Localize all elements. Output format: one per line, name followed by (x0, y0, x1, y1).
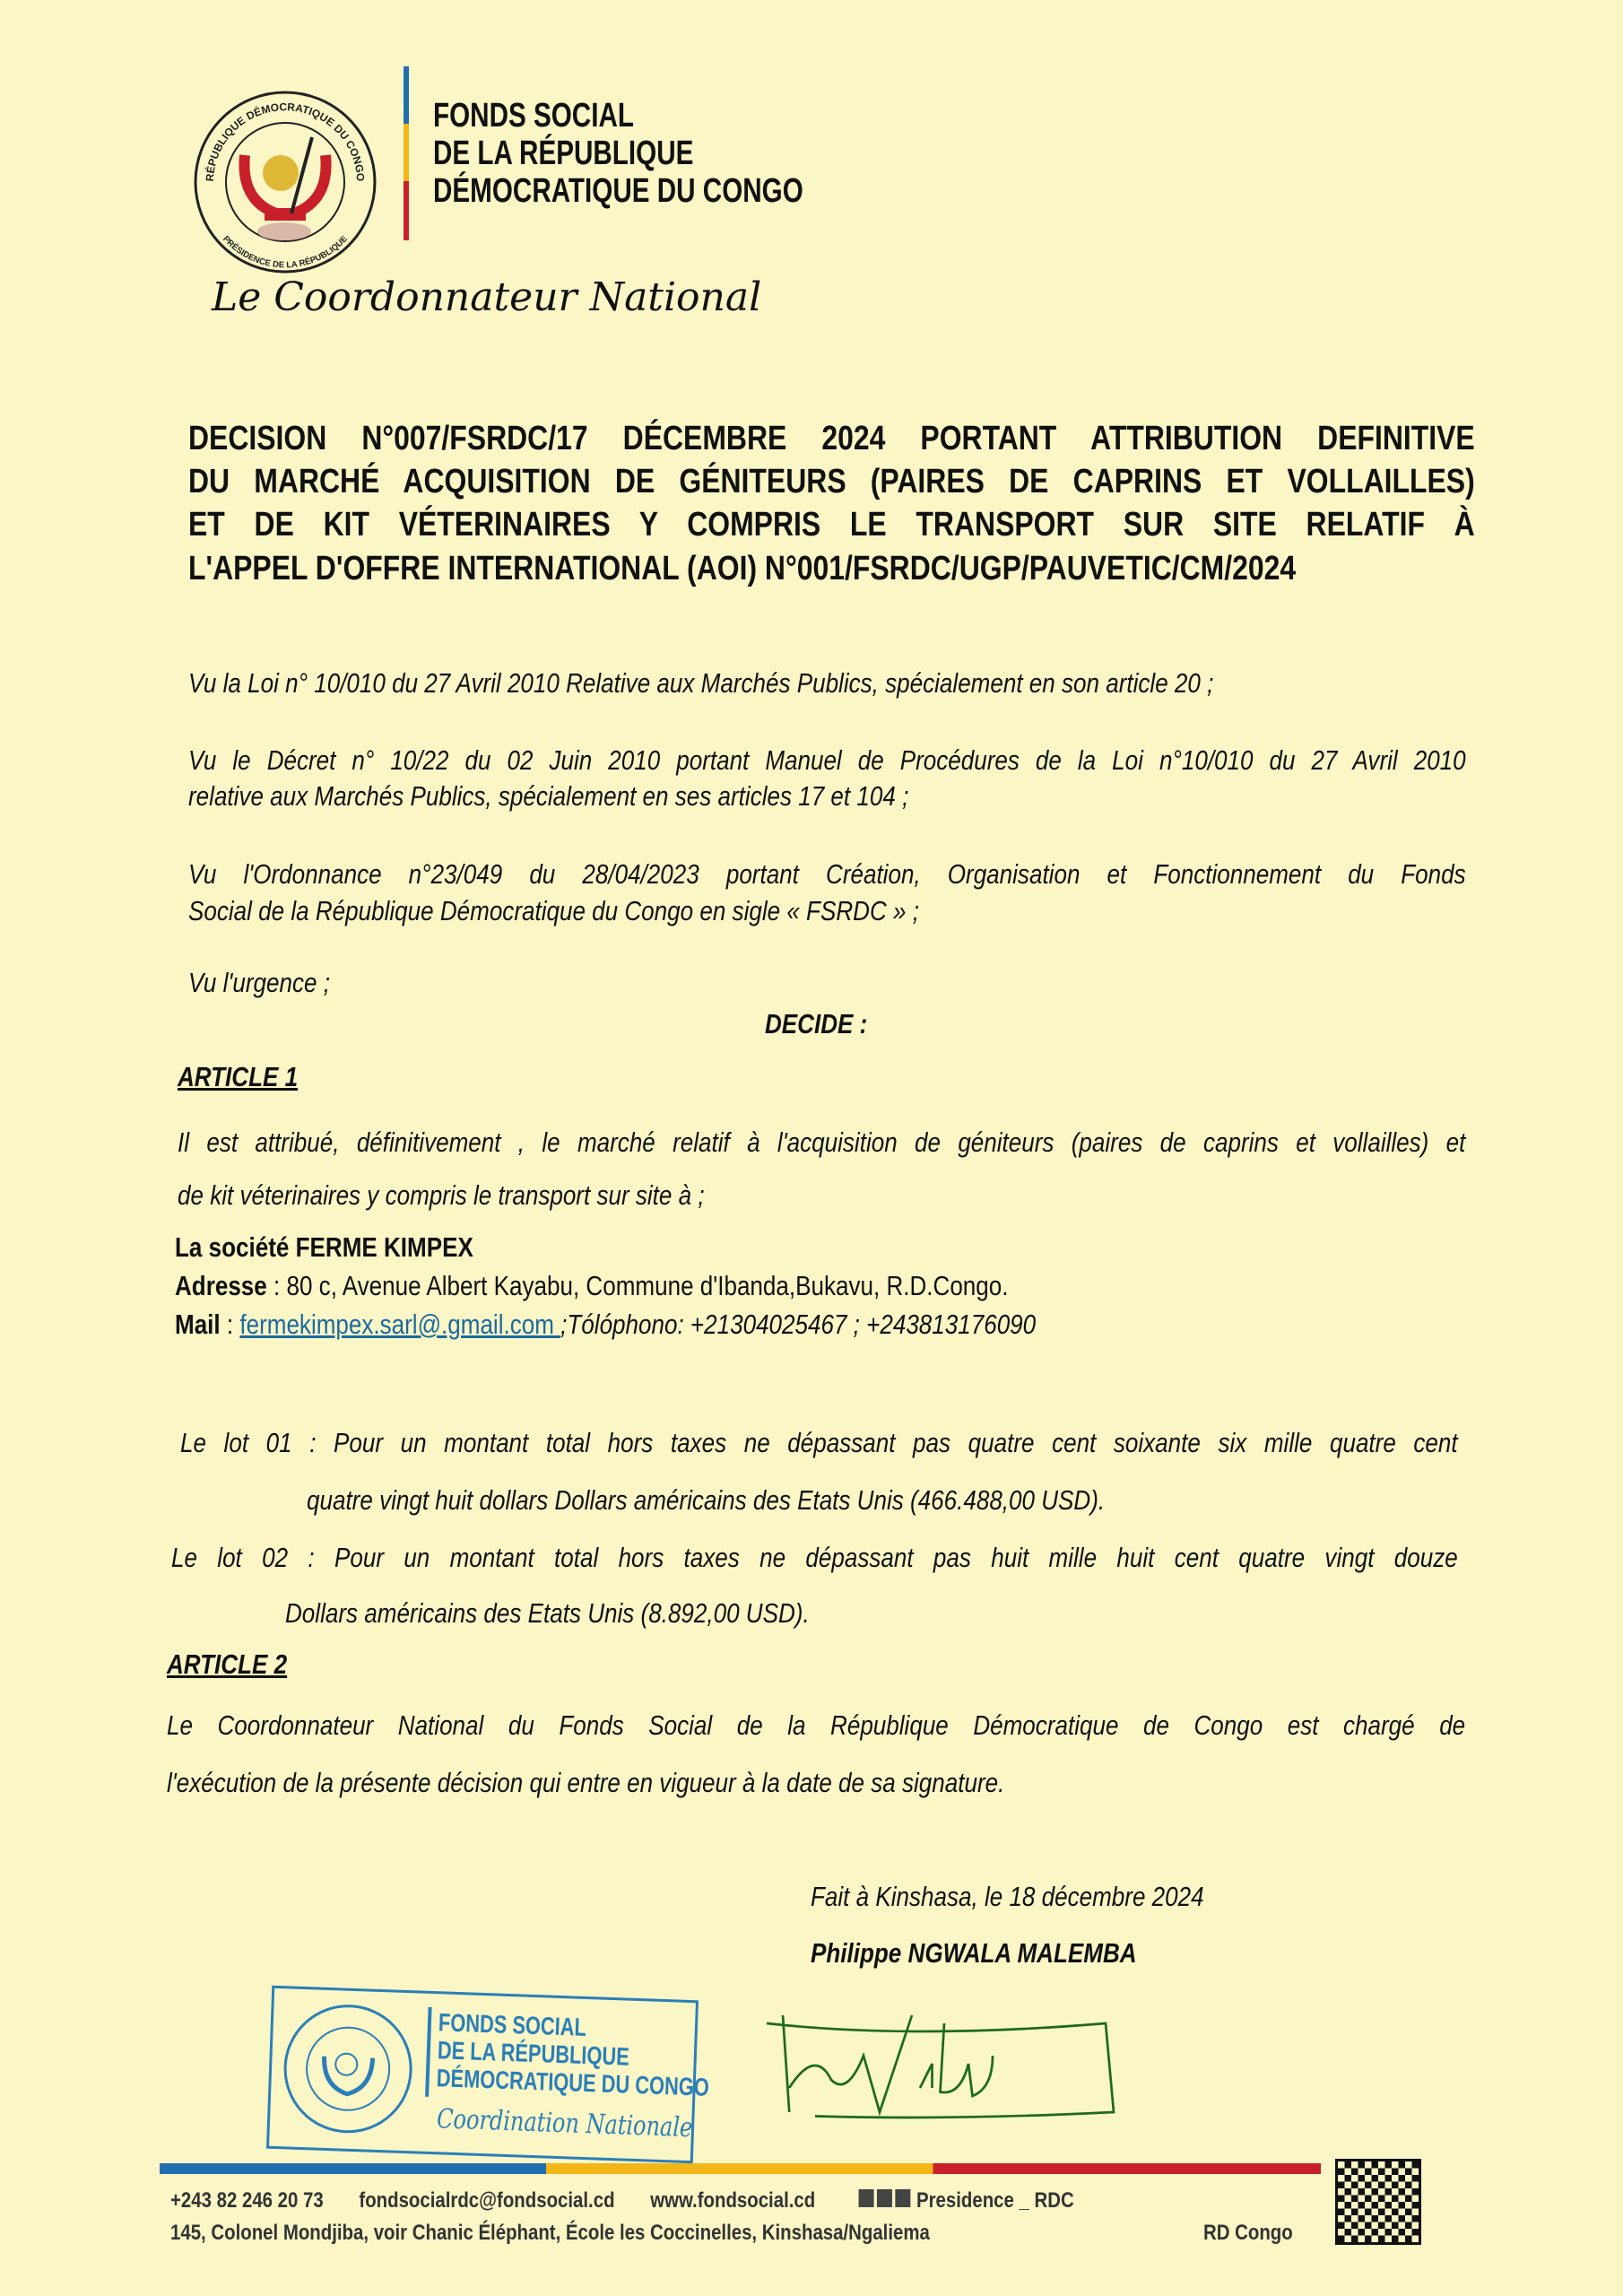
article-1-text: Il est attribué, définitivement , le marché relatif à l'acquisition de géniteurs (paires de caprins et vollailles) et (178, 1126, 1466, 1158)
handwritten-signature (744, 1991, 1193, 2152)
considerant: Social de la République Démocratique du Congo en sigle « FSRDC » ; (188, 895, 919, 926)
footer-phone: +243 82 246 20 73 (170, 2188, 324, 2213)
article-1-text: de kit véterinaires y compris le transport sur site à ; (178, 1179, 705, 1211)
place-date: Fait à Kinshasa, le 18 décembre 2024 (811, 1881, 1204, 1912)
company-line (175, 1231, 473, 1264)
company-address (175, 1270, 1008, 1302)
seal-text-bottom: PRÉSIDENCE DE LA RÉPUBLIQUE (221, 234, 350, 271)
company-contact (175, 1309, 1036, 1341)
company-prefix: La société (175, 1231, 296, 1263)
considerant: Vu la Loi n° 10/010 du 27 Avril 2010 Relative aux Marchés Publics, spécialement en son article 20 ; (188, 667, 1214, 699)
mail-separator: : (220, 1309, 240, 1340)
org-line: DÉMOCRATIQUE DU CONGO (433, 172, 803, 210)
presidency-seal-logo (191, 88, 379, 276)
considerant: relative aux Marchés Publics, spécialement en ses articles 17 et 104 ; (188, 780, 909, 812)
mail-label: Mail (175, 1309, 221, 1340)
address-label: Adresse (175, 1270, 267, 1301)
considerant: Vu l'Ordonnance n°23/049 du 28/04/2023 portant Création, Organisation et Fonctionnement du Fonds (188, 858, 1466, 890)
footer-social-handle: Presidence _ RDC (916, 2188, 1074, 2213)
lot-2-text: Le lot 02 : Pour un montant total hors taxes ne dépassant pas huit mille huit cent quatre vingt douze (171, 1542, 1458, 1573)
org-line: DE LA RÉPUBLIQUE (433, 135, 694, 172)
considerant: Vu l'urgence ; (188, 967, 330, 998)
article-1-heading: ARTICLE 1 (178, 1061, 299, 1092)
decision-title-line: DECISION N°007/FSRDC/17 DÉCEMBRE 2024 PORTANT ATTRIBUTION DEFINITIVE (188, 420, 1475, 457)
flag-divider (404, 66, 409, 240)
decide-heading: DECIDE : (765, 1008, 868, 1039)
signatory-name: Philippe NGWALA MALEMBA (811, 1937, 1137, 1969)
org-line: FONDS SOCIAL (433, 97, 634, 135)
linkedin-icon (895, 2189, 910, 2207)
stamp-line: DE LA RÉPUBLIQUE (437, 2036, 630, 2071)
seal-text-top: RÉPUBLIQUE DÉMOCRATIQUE DU CONGO (203, 100, 368, 182)
stamp-text (436, 2008, 711, 2101)
company-phone: ;Tólóphono: +21304025467 ; +243813176090 (560, 1309, 1037, 1340)
stamp-line: DÉMOCRATIQUE DU CONGO (436, 2064, 710, 2101)
decision-title-line: L'APPEL D'OFFRE INTERNATIONAL (AOI) N°001/FSRDC/UGP/PAUVETIC/CM/2024 (188, 550, 1297, 587)
stamp-seal (279, 1999, 418, 2138)
qr-code (1338, 2161, 1419, 2242)
footer-address: 145, Colonel Mondjiba, voir Chanic Éléphant, École les Coccinelles, Kinshasa/Ngaliema (170, 2221, 930, 2245)
decision-title-line: DU MARCHÉ ACQUISITION DE GÉNITEURS (PAIRES DE CAPRINS ET VOLLAILLES) (188, 463, 1475, 500)
office-title: Le Coordonnateur National (212, 274, 762, 320)
twitter-icon (877, 2189, 892, 2207)
social-icons (858, 2188, 916, 2213)
lot-2-text: Dollars américains des Etats Unis (8.892,00 USD). (285, 1597, 810, 1629)
considerant: Vu le Décret n° 10/22 du 02 Juin 2010 portant Manuel de Procédures de la Loi n°10/010 du 27 Avril 2010 (188, 744, 1466, 776)
article-2-text: Le Coordonnateur National du Fonds Social de la République Démocratique de Congo est chargé de (167, 1709, 1466, 1741)
lot-1-text: quatre vingt huit dollars Dollars américains des Etats Unis (466.488,00 USD). (307, 1484, 1106, 1516)
facebook-icon (858, 2189, 873, 2207)
organization-name (433, 97, 803, 210)
company-email-link[interactable]: fermekimpex.sarl@.gmail.com (239, 1309, 561, 1340)
stamp-line: FONDS SOCIAL (438, 2008, 587, 2042)
official-stamp (266, 1986, 710, 2164)
stamp-divider (425, 2007, 431, 2097)
decision-title-line: ET DE KIT VÉTERINAIRES Y COMPRIS LE TRANSPORT SUR SITE RELATIF À (188, 506, 1475, 544)
article-2-text: l'exécution de la présente décision qui entre en vigueur à la date de sa signature. (167, 1767, 1005, 1798)
address-value: : 80 c, Avenue Albert Kayabu, Commune d'Ibanda,Bukavu, R.D.Congo. (266, 1270, 1009, 1301)
footer-website[interactable]: www.fondsocial.cd (650, 2188, 816, 2213)
article-2-heading: ARTICLE 2 (167, 1648, 288, 1680)
lot-1-text: Le lot 01 : Pour un montant total hors taxes ne dépassant pas quatre cent soixante six mille quatre cent (180, 1427, 1458, 1458)
company-name: FERME KIMPEX (295, 1231, 473, 1263)
footer-flag-bar (160, 2163, 1321, 2174)
footer-country: RD Congo (1203, 2221, 1293, 2245)
stamp-script: Coordination Nationale (436, 2103, 693, 2144)
footer-email[interactable]: fondsocialrdc@fondsocial.cd (359, 2188, 615, 2213)
footer-contacts (170, 2188, 1074, 2213)
